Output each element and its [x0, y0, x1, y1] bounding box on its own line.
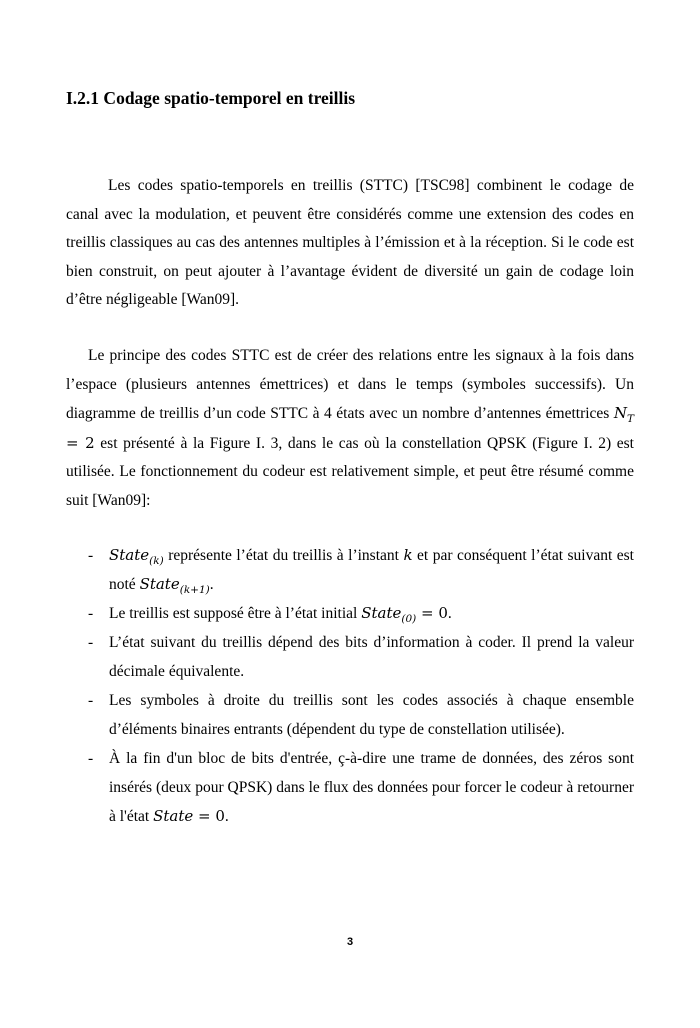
- dash-bullet: -: [88, 750, 94, 767]
- dash-bullet: -: [88, 547, 94, 564]
- paragraph-text: est présenté à la Figure I. 3, dans le cas où la constellation QPSK (Figure I. 2) est utilisée. Le fonctionnement du codeur est relativement simple, et peut être résumé comme suit [Wan09]:: [66, 434, 634, 509]
- list-item-text: et par conséquent l’état suivant est noté: [109, 547, 634, 593]
- dash-bullet: -: [88, 605, 94, 622]
- list-item-text: représente l’état du treillis à l’instant: [163, 547, 404, 564]
- math-variable: N: [613, 404, 627, 422]
- list-item-text: Le treillis est supposé être à l’état initial: [109, 605, 362, 622]
- list-item: [88, 628, 634, 686]
- list-item-text: .: [447, 605, 452, 622]
- list-item: [88, 744, 634, 831]
- dash-bullet: -: [88, 692, 94, 709]
- math-subscript: (k): [149, 555, 164, 567]
- math-subscript: T: [626, 413, 634, 425]
- list-item-text: .: [209, 576, 214, 593]
- math-variable: State: [153, 807, 194, 825]
- math-variable: State: [109, 546, 150, 564]
- math-subscript: (k+1): [179, 584, 210, 596]
- dash-bullet: -: [88, 634, 94, 651]
- list-item: [88, 541, 634, 599]
- math-state-0: [361, 604, 448, 625]
- math-state-k: [109, 546, 164, 567]
- paragraph-sttc-principle: [66, 342, 634, 515]
- math-k: k: [403, 546, 413, 564]
- math-relation: = 2: [66, 433, 95, 452]
- page-number: 3: [346, 936, 354, 948]
- list-item-text: À la fin d'un bloc de bits d'entrée, ç-à-dire une trame de données, des zéros sont insérés (deux pour QPSK) dans le flux des données pour forcer le codeur à retourner à l'état: [109, 750, 634, 825]
- list-item: [88, 599, 634, 628]
- math-variable: State: [139, 575, 180, 593]
- list-item: [88, 686, 634, 744]
- paragraph-text: Le principe des codes STTC est de créer des relations entre les signaux à la fois dans l’espace (plusieurs antennes émettrices) et dans le temps (symboles successifs). Un diagramme de treillis d’un code STTC à 4 états avec un nombre d’antennes émettrices: [66, 347, 634, 422]
- math-relation: = 0: [193, 807, 225, 825]
- list-item-text: L’état suivant du treillis dépend des bits d’information à coder. Il prend la valeur décimale équivalente.: [109, 634, 634, 680]
- list-item-text: .: [224, 808, 229, 825]
- math-variable: State: [361, 604, 402, 622]
- math-subscript: (0): [401, 613, 417, 625]
- math-relation: = 0: [416, 604, 448, 622]
- list-item-text: Les symboles à droite du treillis sont les codes associés à chaque ensemble d’éléments binaires entrants (dépendent du type de constellation utilisée).: [109, 692, 634, 738]
- math-state-k-plus-1: [139, 575, 210, 596]
- section-heading: I.2.1 Codage spatio-temporel en treillis: [66, 88, 356, 108]
- math-state-zero: [153, 807, 225, 825]
- encoder-steps-list: [88, 541, 634, 831]
- paragraph-stt-intro: Les codes spatio-temporels en treillis (STTC) [TSC98] combinent le codage de canal avec la modulation, et peuvent être considérés comme une extension des codes en treillis classiques au cas des antennes multiples à l’émission et à la réception. Si le code est bien construit, on peut ajouter à l’avantage évident de diversité un gain de codage loin d’être négligeable [Wan09].: [66, 177, 634, 308]
